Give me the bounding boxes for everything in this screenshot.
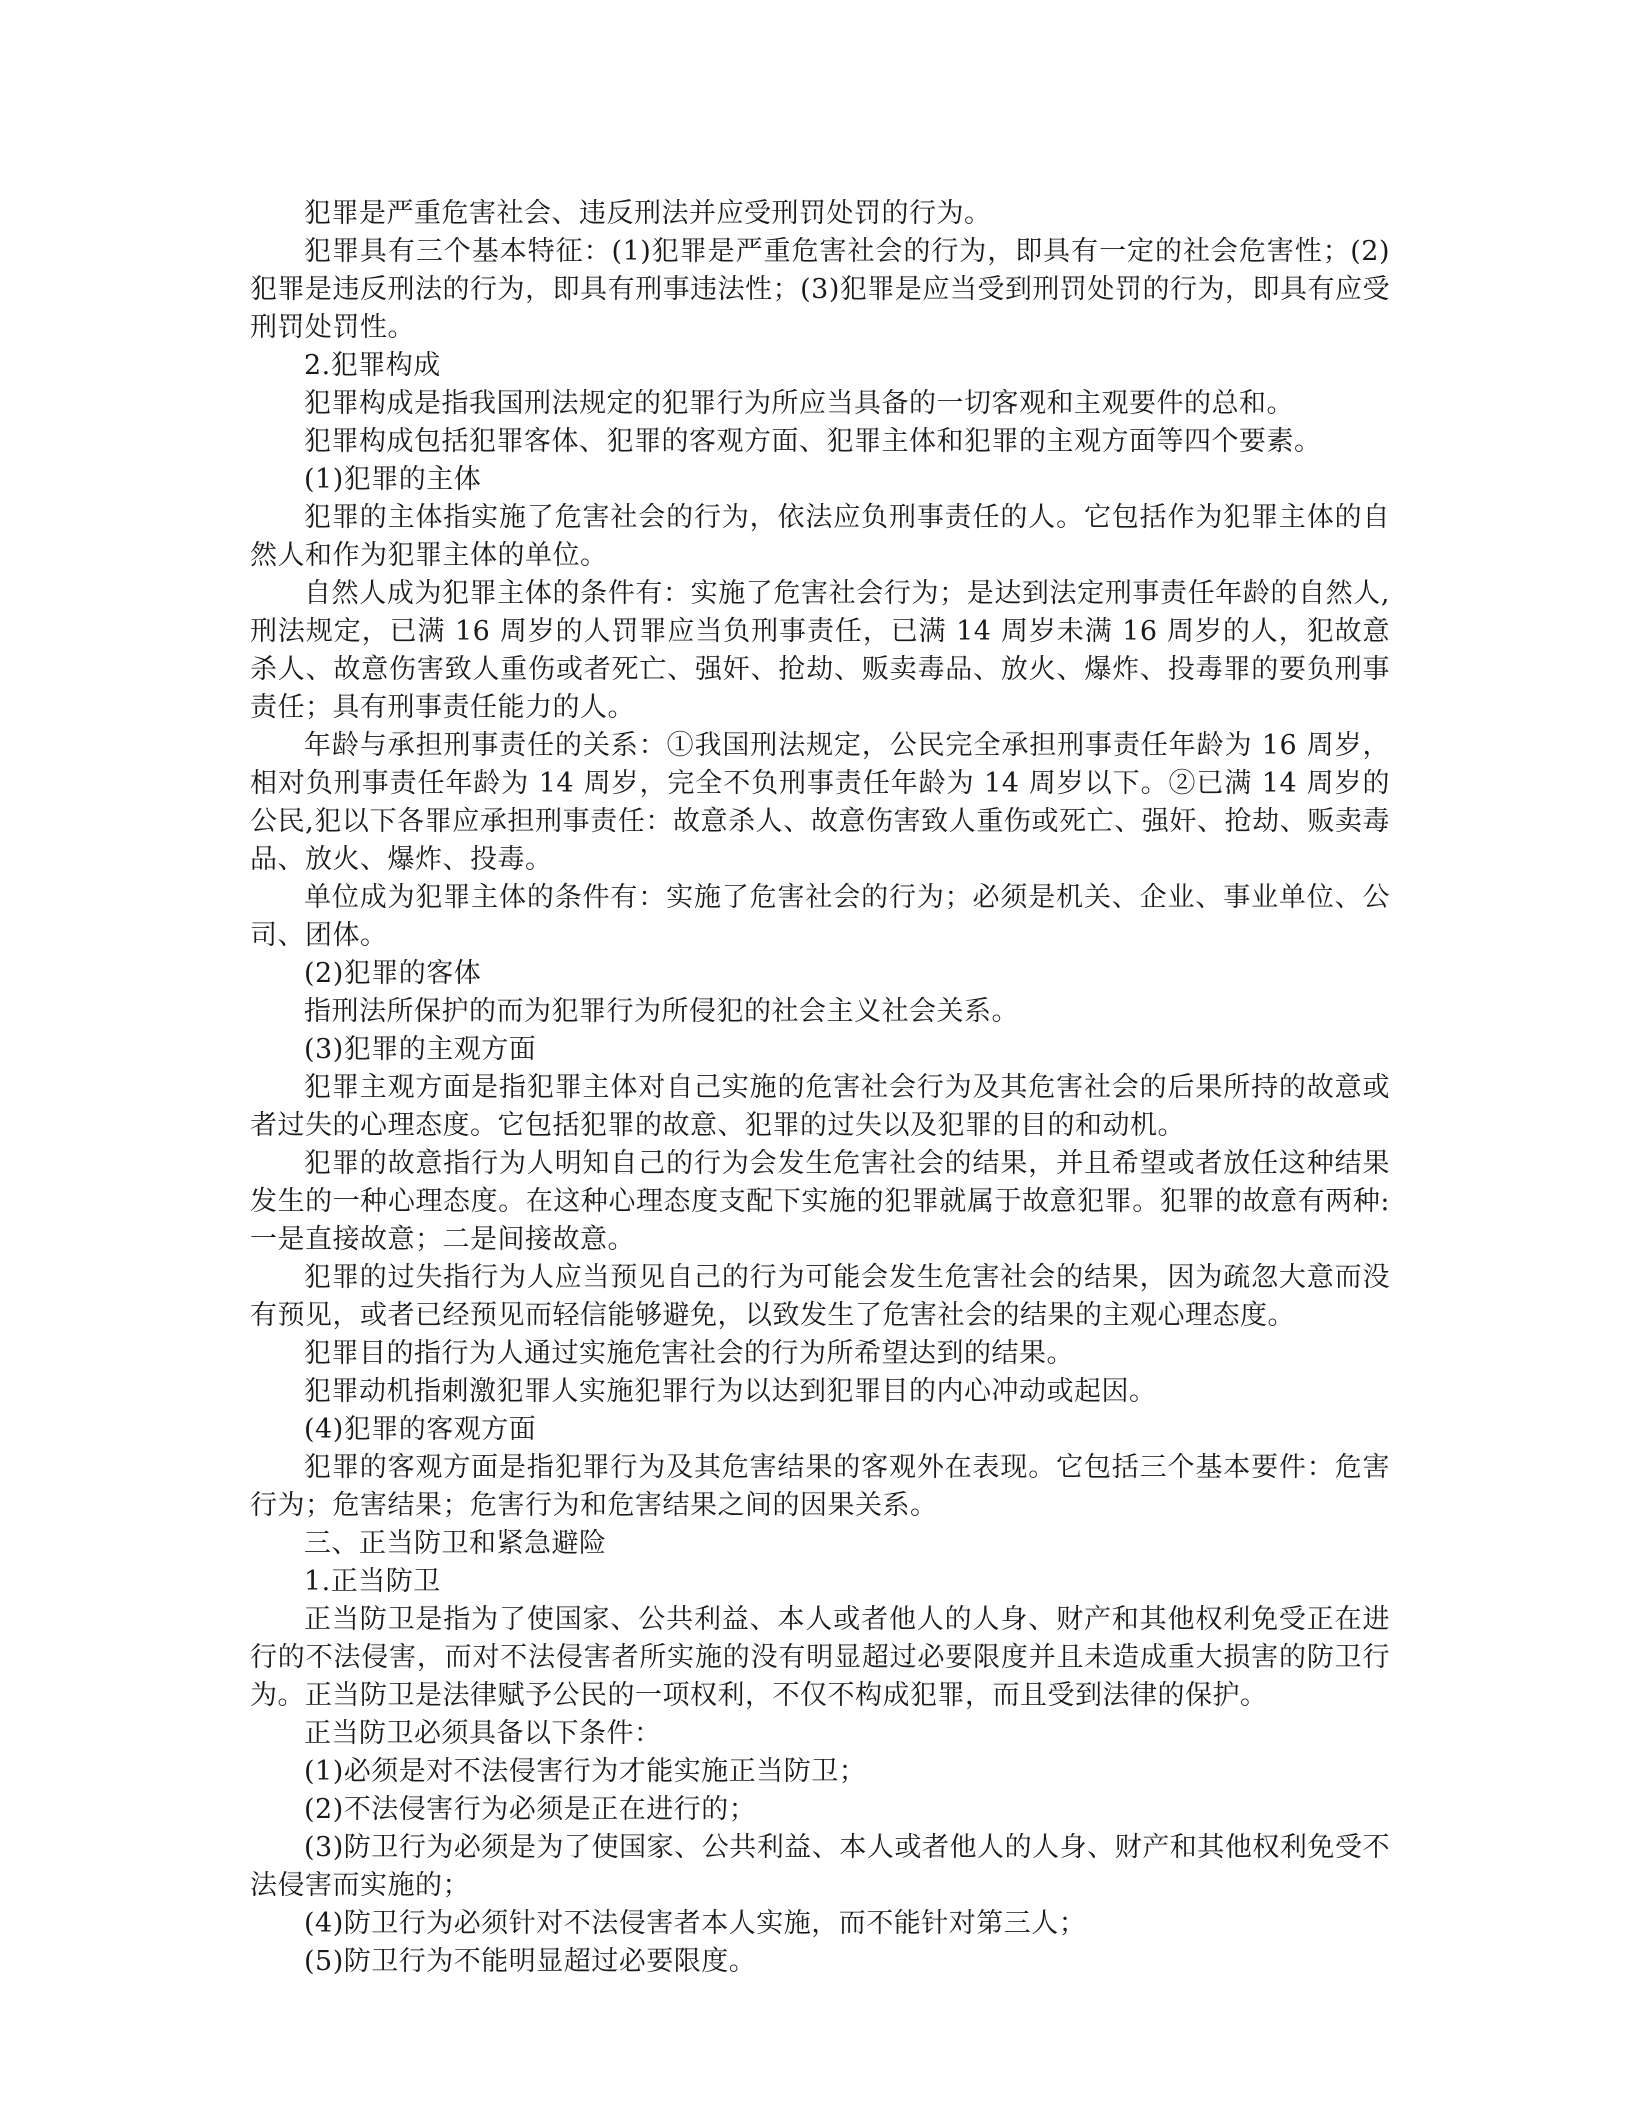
- paragraph-subject-definition: 犯罪的主体指实施了危害社会的行为，依法应负刑事责任的人。它包括作为犯罪主体的自然人和作为犯罪主体的单位。: [250, 502, 1390, 571]
- heading-subjective-aspect: (3)犯罪的主观方面: [304, 1034, 537, 1065]
- paragraph-objective-definition: 犯罪的客观方面是指犯罪行为及其危害结果的客观外在表现。它包括三个基本要件：危害行为；危害结果；危害行为和危害结果之间的因果关系。: [250, 1452, 1390, 1521]
- list-item-condition-1: (1)必须是对不法侵害行为才能实施正当防卫；: [304, 1756, 867, 1787]
- heading-justifiable-defense: 1.正当防卫: [304, 1566, 441, 1597]
- paragraph-object-definition: 指刑法所保护的而为犯罪行为所侵犯的社会主义社会关系。: [304, 996, 1019, 1027]
- paragraph-constitution-definition: 犯罪构成是指我国刑法规定的犯罪行为所应当具备的一切客观和主观要件的总和。: [304, 388, 1294, 419]
- paragraph-crime-purpose: 犯罪目的指行为人通过实施危害社会的行为所希望达到的结果。: [304, 1338, 1074, 1369]
- heading-section-three: 三、正当防卫和紧急避险: [304, 1528, 607, 1559]
- document-body: [250, 195, 1390, 1981]
- heading-crime-constitution: 2.犯罪构成: [304, 350, 441, 381]
- paragraph-crime-definition: 犯罪是严重危害社会、违反刑法并应受刑罚处罚的行为。: [304, 198, 992, 229]
- list-item-condition-4: (4)防卫行为必须针对不法侵害者本人实施，而不能针对第三人；: [304, 1908, 1087, 1939]
- list-item-condition-3: (3)防卫行为必须是为了使国家、公共利益、本人或者他人的人身、财产和其他权利免受不法侵害而实施的；: [250, 1832, 1390, 1901]
- paragraph-crime-motive: 犯罪动机指刺激犯罪人实施犯罪行为以达到犯罪目的内心冲动或起因。: [304, 1376, 1157, 1407]
- list-item-condition-2: (2)不法侵害行为必须是正在进行的；: [304, 1794, 757, 1825]
- paragraph-crime-features: 犯罪具有三个基本特征：(1)犯罪是严重危害社会的行为，即具有一定的社会危害性；(2)犯罪是违反刑法的行为，即具有刑事违法性；(3)犯罪是应当受到刑罚处罚的行为，即具有应受刑罚处罚性。: [250, 236, 1390, 343]
- paragraph-constitution-elements: 犯罪构成包括犯罪客体、犯罪的客观方面、犯罪主体和犯罪的主观方面等四个要素。: [304, 426, 1322, 457]
- heading-objective-aspect: (4)犯罪的客观方面: [304, 1414, 537, 1445]
- paragraph-subjective-definition: 犯罪主观方面是指犯罪主体对自己实施的危害社会行为及其危害社会的后果所持的故意或者过失的心理态度。它包括犯罪的故意、犯罪的过失以及犯罪的目的和动机。: [250, 1072, 1390, 1141]
- heading-crime-object: (2)犯罪的客体: [304, 958, 482, 989]
- paragraph-intent: 犯罪的故意指行为人明知自己的行为会发生危害社会的结果，并且希望或者放任这种结果发生的一种心理态度。在这种心理态度支配下实施的犯罪就属于故意犯罪。犯罪的故意有两种:一是直接故意；二是间接故意。: [250, 1148, 1390, 1255]
- paragraph-negligence: 犯罪的过失指行为人应当预见自己的行为可能会发生危害社会的结果，因为疏忽大意而没有预见，或者已经预见而轻信能够避免，以致发生了危害社会的结果的主观心理态度。: [250, 1262, 1390, 1331]
- paragraph-natural-person-conditions: 自然人成为犯罪主体的条件有：实施了危害社会行为；是达到法定刑事责任年龄的自然人,刑法规定，已满 16 周岁的人罚罪应当负刑事责任，已满 14 周岁未满 16 周岁的人，犯故意杀人、故意伤害致人重伤或者死亡、强奸、抢劫、贩卖毒品、放火、爆炸、投毒罪的要负刑事责任；具有刑事责任能力的人。: [250, 578, 1390, 723]
- list-item-condition-5: (5)防卫行为不能明显超过必要限度。: [304, 1946, 757, 1977]
- paragraph-unit-conditions: 单位成为犯罪主体的条件有：实施了危害社会的行为；必须是机关、企业、事业单位、公司、团体。: [250, 882, 1390, 951]
- paragraph-age-responsibility: 年龄与承担刑事责任的关系：①我国刑法规定，公民完全承担刑事责任年龄为 16 周岁，相对负刑事责任年龄为 14 周岁，完全不负刑事责任年龄为 14 周岁以下。②已满 14 周岁的公民,犯以下各罪应承担刑事责任：故意杀人、故意伤害致人重伤或死亡、强奸、抢劫、贩卖毒品、放火、爆炸、投毒。: [250, 730, 1390, 875]
- paragraph-defense-definition: 正当防卫是指为了使国家、公共利益、本人或者他人的人身、财产和其他权利免受正在进行的不法侵害，而对不法侵害者所实施的没有明显超过必要限度并且未造成重大损害的防卫行为。正当防卫是法律赋予公民的一项权利，不仅不构成犯罪，而且受到法律的保护。: [250, 1604, 1390, 1711]
- paragraph-defense-conditions-intro: 正当防卫必须具备以下条件：: [304, 1718, 662, 1749]
- heading-crime-subject: (1)犯罪的主体: [304, 464, 482, 495]
